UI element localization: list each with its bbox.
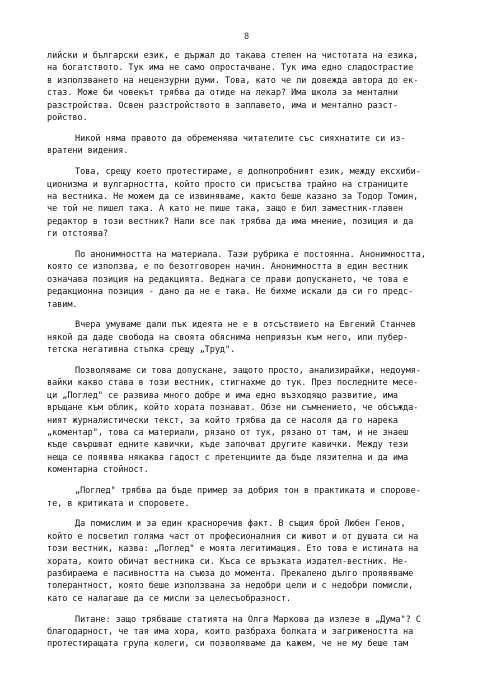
text-line: къде свършват едните кавички, къде започват другите кавички. Между тези (47, 440, 409, 451)
paragraph (47, 518, 446, 605)
text-line: толерантност, която беше използвана за недобри цели и с недобри помисли, (47, 581, 414, 592)
text-line: хората, които обичат вестника си. Къса се връзката издател-вестник. Не- (47, 556, 409, 567)
text-line: ци „Поглед" се развива много добре и има едно възходящо развитие, има (47, 390, 398, 401)
paragraph (47, 50, 446, 124)
paragraph (47, 485, 446, 510)
text-line: Да помислим и за един красноречив факт. В същия брой Любен Генов, (75, 519, 406, 530)
text-line: лийски и български език, е държал до такава степен на чистотата на езика, (47, 51, 419, 61)
text-line: ройство. (47, 112, 88, 123)
text-line: протестиращата група колеги, си позволяваме да кажем, че не му беше там (47, 639, 409, 650)
text-line: коментарна стойност. (47, 465, 149, 476)
text-line: разбирaема е пасивността на съюза до момента. Прекалено дълго проявяваме (47, 568, 414, 579)
paragraph (47, 614, 446, 651)
text-line: този вестник, казва: „Поглед" е моята легитимация. Ето това е истината на (47, 544, 419, 555)
body-text (47, 50, 446, 651)
paragraph (47, 166, 446, 240)
text-line: който е посветил голяма част от професионалния си живот и от душата си на (47, 531, 419, 542)
text-line: Позволяваме си това допускане, защото просто, анализирайки, недоумя- (75, 366, 421, 377)
paragraph (47, 249, 446, 311)
text-line: тетска негативна стъпка срещу „Труд". (47, 345, 236, 356)
text-line: ги отстоява? (47, 229, 109, 240)
paragraph (47, 365, 446, 477)
text-line: неща се появява някаква гадост с претенциите да бъде лязителна и да има (47, 452, 409, 463)
text-line: някой да даде свобода на своята обяснима неприязън към него, или пубер- (47, 332, 409, 343)
text-line: като се налагаше да се мисли за целесъобразност. (47, 593, 292, 604)
text-line: означава позиция на редакцията. Веднага се прави допускането, че това е (47, 274, 409, 285)
text-line: „Поглед" трябва да бъде пример за добрия тон в практиката и споровe- (75, 486, 421, 497)
text-line: По анонимността на материала. Тази рубрика е постоянна. Анонимността, (75, 249, 426, 260)
text-line: ционизма и вулгарността, който просто си присъства трайно на страниците (47, 179, 409, 190)
text-line: на вестника. Не можем да се извиняваме, както беше казано за Тодор Томин, (47, 191, 419, 202)
text-line: Вчера умуваме дали пък идеята не е в отсъствието на Евгений Станчев (75, 320, 416, 331)
text-line: вайки какво става в този вестник, стигнахме до тук. През последните месе- (47, 378, 419, 389)
text-line: благодарност, че тая има хора, които разбраха болката и загрижеността на (47, 627, 414, 638)
paragraph (47, 319, 446, 356)
text-line: „коментар", това са материали, рязано от тук, рязано от там, и не знаеш (47, 428, 409, 439)
text-line: разстройства. Освен разстройството в заплавето, има и ментално разст- (47, 100, 398, 111)
text-line: ният журналистически текст, за който трябва да се насоля да го нарека (47, 415, 398, 426)
page-number: 8 (243, 32, 250, 42)
text-line: че той не пишел така. А като не пише така, защо е бил заместник-главен (47, 204, 403, 215)
text-line: връщане към облик, който хората познават. Обзе ни съмнението, че обсъжда- (47, 403, 419, 414)
text-line: тавим. (47, 299, 78, 310)
text-line: в използването на нецензурни думи. Това, като че ли довежда автора до ек- (47, 75, 419, 86)
text-line: те, в критиката и споровете. (47, 498, 190, 509)
text-line: редакционна позиция - дано да не е така. Не бихме искали да си го предс- (47, 287, 414, 298)
text-line: на богатството. Тук има не само опростачване. Тук има едно сладострастие (47, 63, 414, 74)
text-line: вратени видения. (47, 146, 129, 157)
text-line: която се използва, е по безотговорен начин. Анонимността в един вестник (47, 262, 409, 273)
paragraph (47, 133, 446, 158)
text-line: редактор в този вестник? Нали все пак трябва да има мнение, позиция и да (47, 216, 414, 227)
text-line: Това, срещу което протестираме, е долнопробният език, между ексхиби- (75, 167, 421, 178)
text-line: Никой няма правото да обременява читателите със сияхнатите си из- (75, 133, 406, 144)
text-line: стаз. Може би човекът трябва да отиде на лекар? Има школа за ментални (47, 88, 398, 99)
text-line: Питане: защо трябваше статията на Олга Маркова да излезе в „Дума"? С (75, 614, 421, 625)
